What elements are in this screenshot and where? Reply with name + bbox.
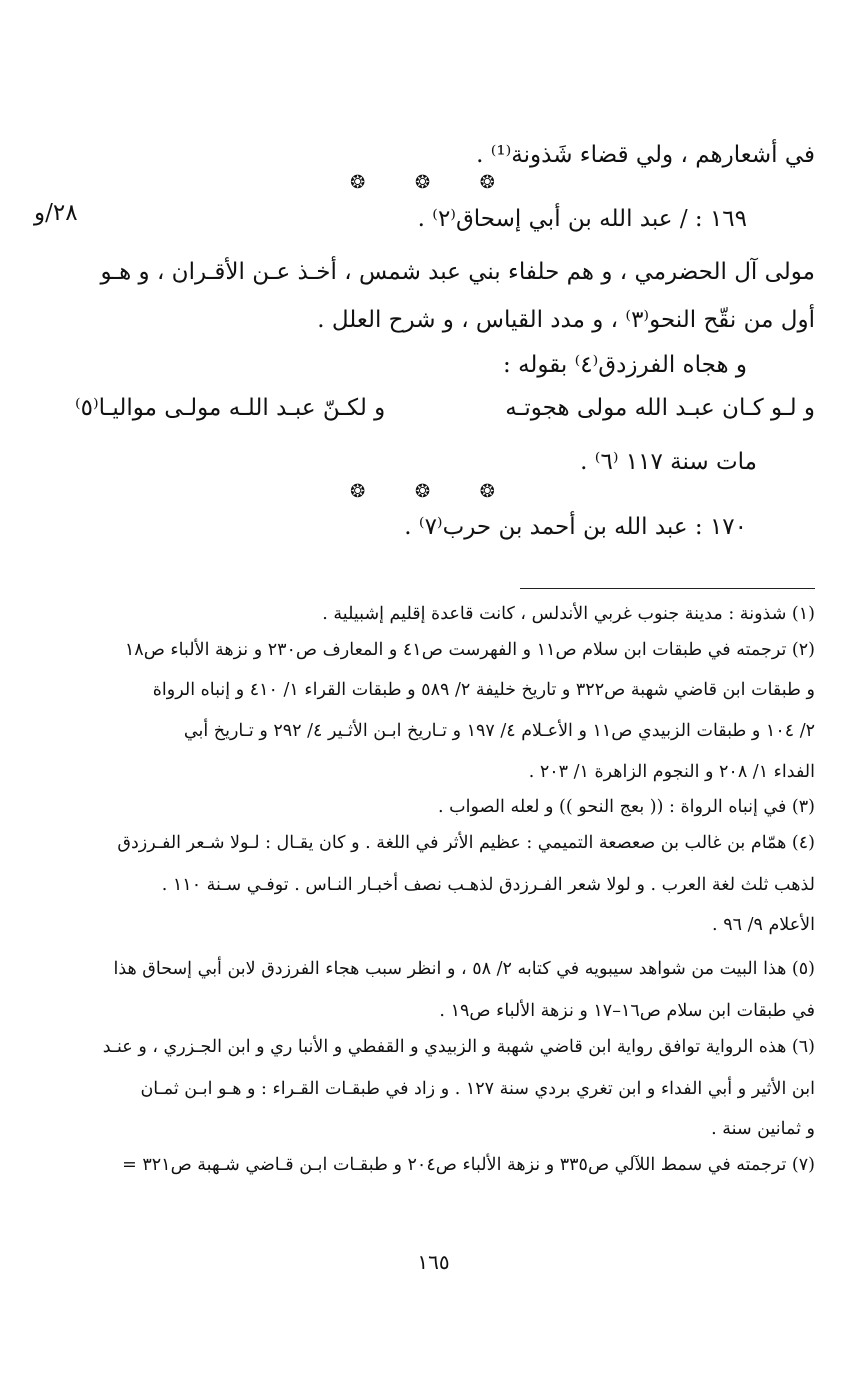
footnote-line: (٣) في إنباه الرواة : (( بعج النحو )) و لعله الصواب . xyxy=(438,797,815,817)
footnote-line: و طبقات ابن قاضي شهبة ص٣٢٢ و تاريخ خليفة ٢/ ٥٨٩ و طبقات القراء ١/ ٤١٠ و إنباه الرواة xyxy=(152,680,815,700)
manuscript-folio-reference: ٢٨/و xyxy=(34,200,78,226)
footnote-line: ابن الأثير و أبي الفداء و ابن تغري بردي سنة ١٢٧ . و زاد في طبقـات القـراء : و هـو ابـن ثمـان xyxy=(140,1079,815,1099)
footnote-line: (٥) هذا البيت من شواهد سيبويه في كتابه ٢/ ٥٨ ، و انظر سبب هجاء الفرزدق لابن أبي إسحاق هذا xyxy=(113,959,815,979)
footnote-line: الفداء ١/ ٢٠٨ و النجوم الزاهرة ١/ ٢٠٣ . xyxy=(528,762,815,782)
footnote-line: الأعلام ٩/ ٩٦ . xyxy=(712,915,815,935)
main-text-line: أول من نقّح النحو⁽٣⁾ ، و مدد القياس ، و شرح العلل . xyxy=(317,307,815,333)
footnote-line: و ثمانين سنة . xyxy=(711,1119,815,1139)
verse-second-hemistich: و لكـنّ عبـد اللـه مولـى مواليـا⁽٥⁾ xyxy=(75,395,386,421)
section-separator: ❂ ❂ ❂ xyxy=(350,481,517,502)
footnote-line: (٧) ترجمته في سمط اللآلي ص٣٣٥ و نزهة الألباء ص٢٠٤ و طبقـات ابـن قـاضي شـهبة ص٣٢١ = xyxy=(122,1155,815,1175)
footnote-line: (١) شذونة : مدينة جنوب غربي الأندلس ، كانت قاعدة إقليم إشبيلية . xyxy=(322,604,815,624)
footnote-line: (٦) هذه الرواية توافق رواية ابن قاضي شهبة و الزبيدي و القفطي و الأنبا ري و ابن الجـزري ، و عنـد xyxy=(102,1037,815,1057)
entry-heading-170: ١٧٠ : عبد الله بن أحمد بن حرب⁽٧⁾ . xyxy=(404,514,747,540)
page-number: ١٦٥ xyxy=(417,1250,450,1274)
main-text-line: و هجاه الفرزدق⁽٤⁾ بقوله : xyxy=(503,352,747,378)
footnote-line: في طبقات ابن سلام ص١٦–١٧ و نزهة الألباء ص١٩ . xyxy=(439,1001,815,1021)
entry-heading-169: ١٦٩ : / عبد الله بن أبي إسحاق⁽٢⁾ . xyxy=(417,206,747,232)
footnote-line: ٢/ ١٠٤ و طبقات الزبيدي ص١١ و الأعـلام ٤/ ١٩٧ و تـاريخ ابـن الأثـير ٤/ ٢٩٢ و تـاريخ أبي xyxy=(183,721,815,741)
footnote-separator-rule xyxy=(520,588,815,589)
main-text-line: مولى آل الحضرمي ، و هم حلفاء بني عبد شمس ، أخـذ عـن الأقـران ، و هـو xyxy=(100,259,815,285)
footnote-line: (٢) ترجمته في طبقات ابن سلام ص١١ و الفهرست ص٤١ و المعارف ص٢٣٠ و نزهة الألباء ص١٨ xyxy=(124,640,815,660)
verse-first-hemistich: و لـو كـان عبـد الله مولى هجوتـه xyxy=(505,395,815,421)
footnote-line: (٤) همّام بن غالب بن صعصعة التميمي : عظيم الأثر في اللغة . و كان يقـال : لـولا شـعر الفـرزدق xyxy=(117,833,815,853)
main-text-line: في أشعارهم ، ولي قضاء شَذونة⁽¹⁾ . xyxy=(476,142,815,168)
poetry-verse xyxy=(75,395,815,421)
section-separator: ❂ ❂ ❂ xyxy=(350,172,517,193)
main-text-line: مات سنة ١١٧ ⁽٦⁾ . xyxy=(580,449,757,475)
footnote-line: لذهب ثلث لغة العرب . و لولا شعر الفـرزدق لذهـب نصف أخبـار النـاس . توفـي سـنة ١١٠ . xyxy=(161,875,815,895)
